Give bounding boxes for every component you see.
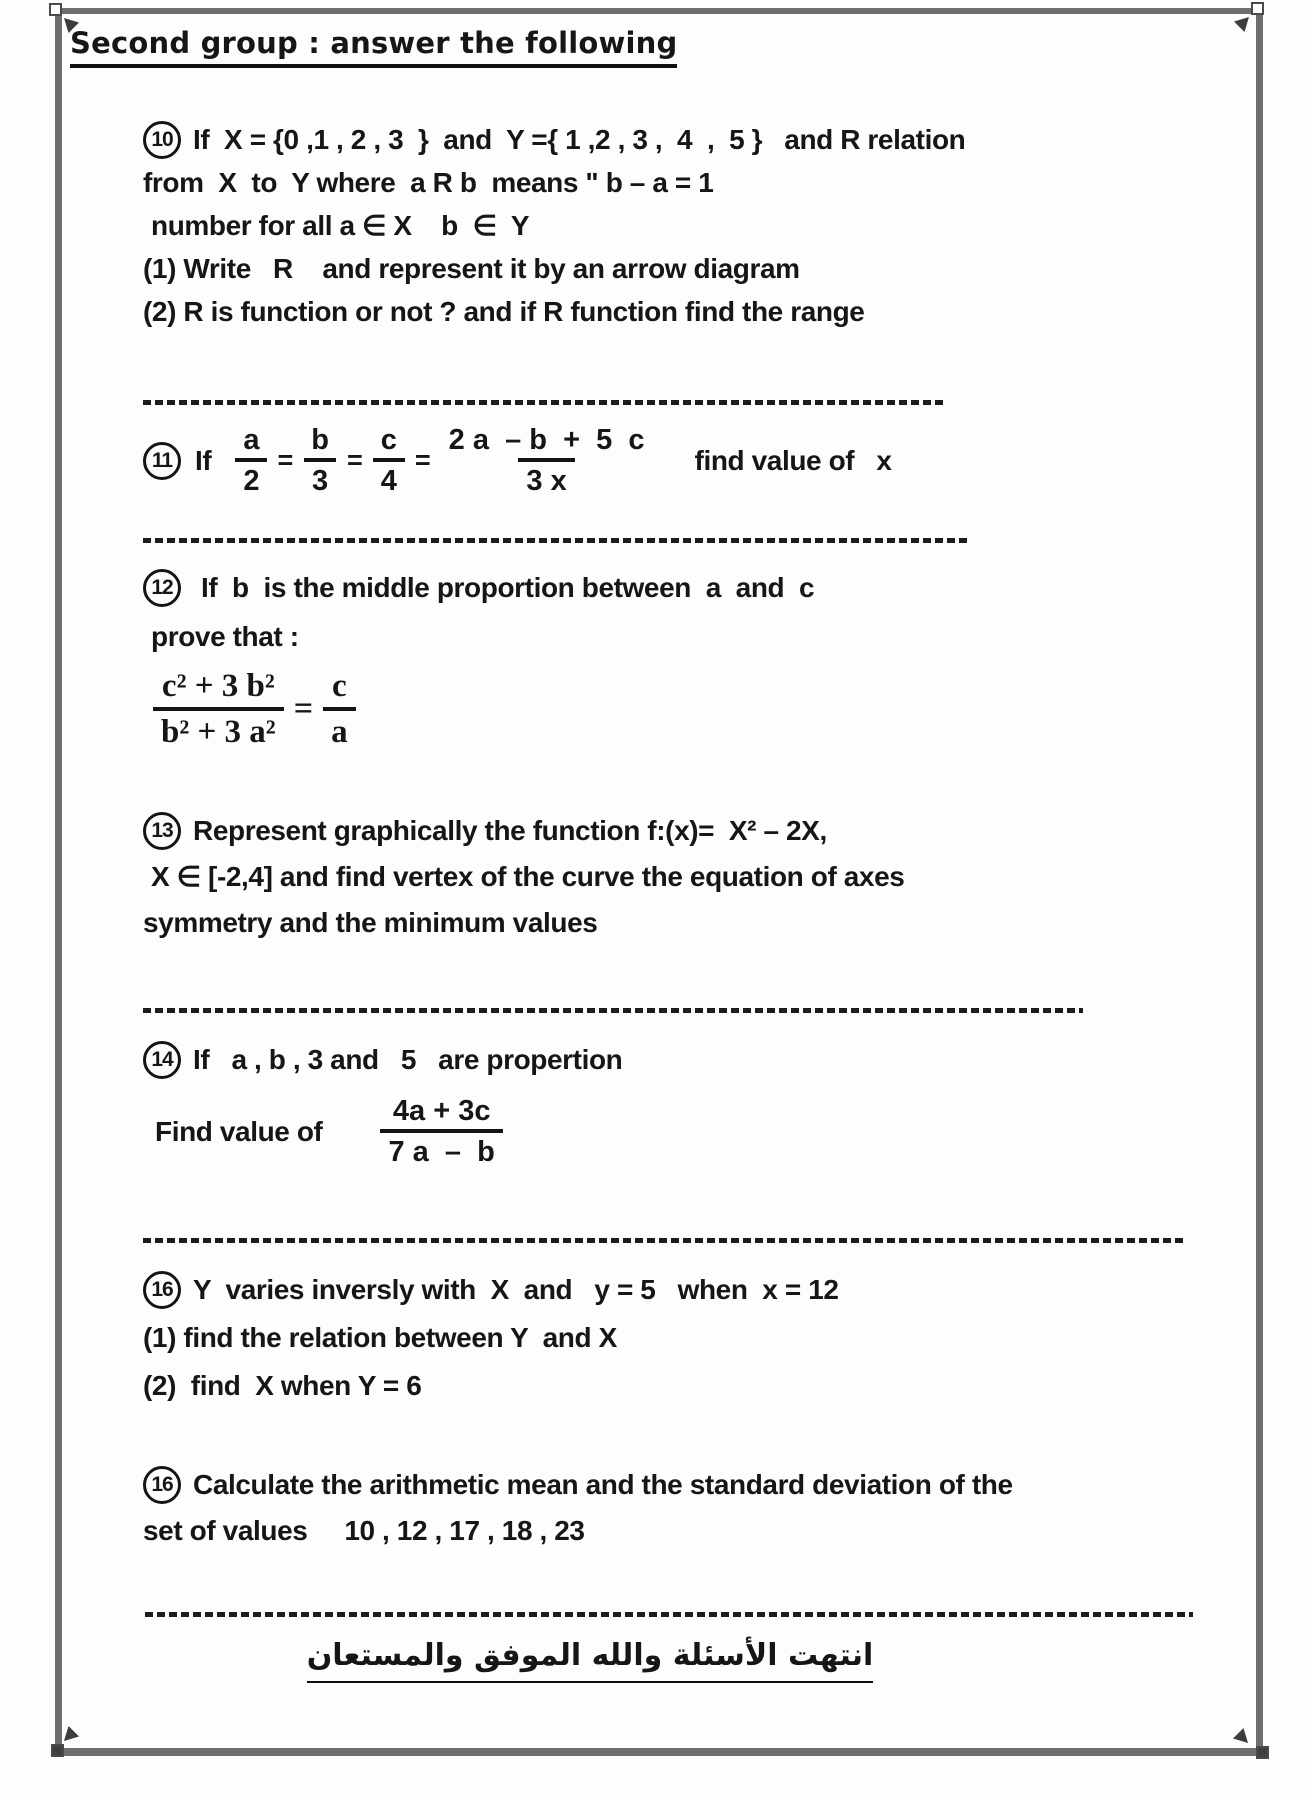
question-12	[143, 566, 814, 751]
question-number-badge: 16	[143, 1271, 181, 1309]
question-number-badge: 10	[143, 121, 181, 159]
dashed-divider	[143, 1008, 1083, 1013]
question-text: from X to Y where a R b means " b – a = 1	[143, 167, 714, 198]
question-13	[143, 808, 904, 946]
equals-sign: =	[414, 445, 431, 476]
fraction: $\frac{2 a - b + 5 c}{3 x}$	[448, 424, 645, 498]
question-text: symmetry and the minimum values	[143, 907, 598, 938]
question-text: Represent graphically the function f:(x)= X² – 2X,	[193, 815, 827, 846]
question-text: If X = {0 ,1 , 2 , 3 } and Y ={ 1 ,2 , 3 , 4 , 5 } and R relation	[193, 124, 966, 155]
question-text: Calculate the arithmetic mean and the standard deviation of the	[193, 1469, 1013, 1500]
corner-triangle-icon	[1234, 17, 1249, 32]
equals-sign: =	[346, 445, 363, 476]
question-text: X ∈ [-2,4] and find vertex of the curve the equation of axes	[151, 861, 905, 892]
question-10	[143, 118, 965, 333]
fraction: $\frac{c}{4}$	[373, 424, 405, 498]
fraction: $\frac{\text{c² + 3 b²}}{\text{b² + 3 a²}}$	[153, 668, 284, 751]
question-16	[143, 1462, 1013, 1554]
question-text: number for all a ∈ X b ∈ Y	[151, 210, 530, 241]
question-text: prove that :	[151, 621, 299, 652]
question-part: (2) R is function or not ? and if R function find the range	[143, 296, 865, 327]
footer-arabic-text: انتهت الأسئلة والله الموفق والمستعان	[307, 1638, 874, 1683]
question-number-badge: 14	[143, 1041, 181, 1079]
question-14	[143, 1038, 622, 1169]
fraction: $\frac{a}{2}$	[235, 424, 267, 498]
question-text: Find value of	[155, 1115, 323, 1147]
question-15	[143, 1266, 839, 1410]
corner-triangle-icon	[64, 1726, 79, 1741]
question-11	[143, 424, 892, 498]
equals-sign: =	[293, 690, 314, 728]
corner-handle-bottom-right	[1256, 1746, 1269, 1759]
corner-handle-top-left	[49, 3, 62, 16]
dashed-divider	[145, 1612, 1193, 1617]
question-text: If b is the middle proportion between a and c	[201, 572, 815, 603]
dashed-divider	[143, 1238, 1183, 1243]
question-text: If	[195, 444, 212, 476]
question-part: (1) Write R and represent it by an arrow diagram	[143, 253, 800, 284]
frame-right-border	[1256, 14, 1263, 1746]
question-part: (2) find X when Y = 6	[143, 1370, 422, 1401]
fraction: $\frac{b}{3}$	[303, 424, 337, 498]
corner-handle-top-right	[1251, 2, 1264, 15]
frame-left-border	[55, 8, 62, 1749]
dashed-divider	[143, 538, 971, 543]
question-text: If a , b , 3 and 5 are propertion	[193, 1044, 623, 1075]
fraction: $\frac{c}{a}$	[323, 668, 356, 751]
fraction: $\frac{4a + 3c}{7 a - b}$	[380, 1095, 502, 1169]
question-text: Y varies inversly with X and y = 5 when x = 12	[193, 1274, 839, 1305]
footer	[180, 1638, 1000, 1683]
corner-triangle-icon	[1233, 1728, 1248, 1743]
equation	[143, 668, 814, 751]
question-number-badge: 12	[143, 569, 181, 607]
question-part: (1) find the relation between Y and X	[143, 1322, 617, 1353]
question-number-badge: 13	[143, 812, 181, 850]
equals-sign: =	[277, 445, 294, 476]
equation	[143, 1095, 622, 1169]
dashed-divider	[143, 400, 945, 405]
question-number-badge: 16	[143, 1466, 181, 1504]
page-title: Second group : answer the following	[70, 26, 677, 68]
question-text: set of values 10 , 12 , 17 , 18 , 23	[143, 1515, 585, 1546]
corner-handle-bottom-left	[51, 1744, 64, 1757]
question-number-badge: 11	[143, 442, 181, 480]
question-text: find value of x	[694, 444, 892, 476]
frame-bottom-border	[60, 1748, 1261, 1756]
frame-top-border	[55, 8, 1262, 14]
